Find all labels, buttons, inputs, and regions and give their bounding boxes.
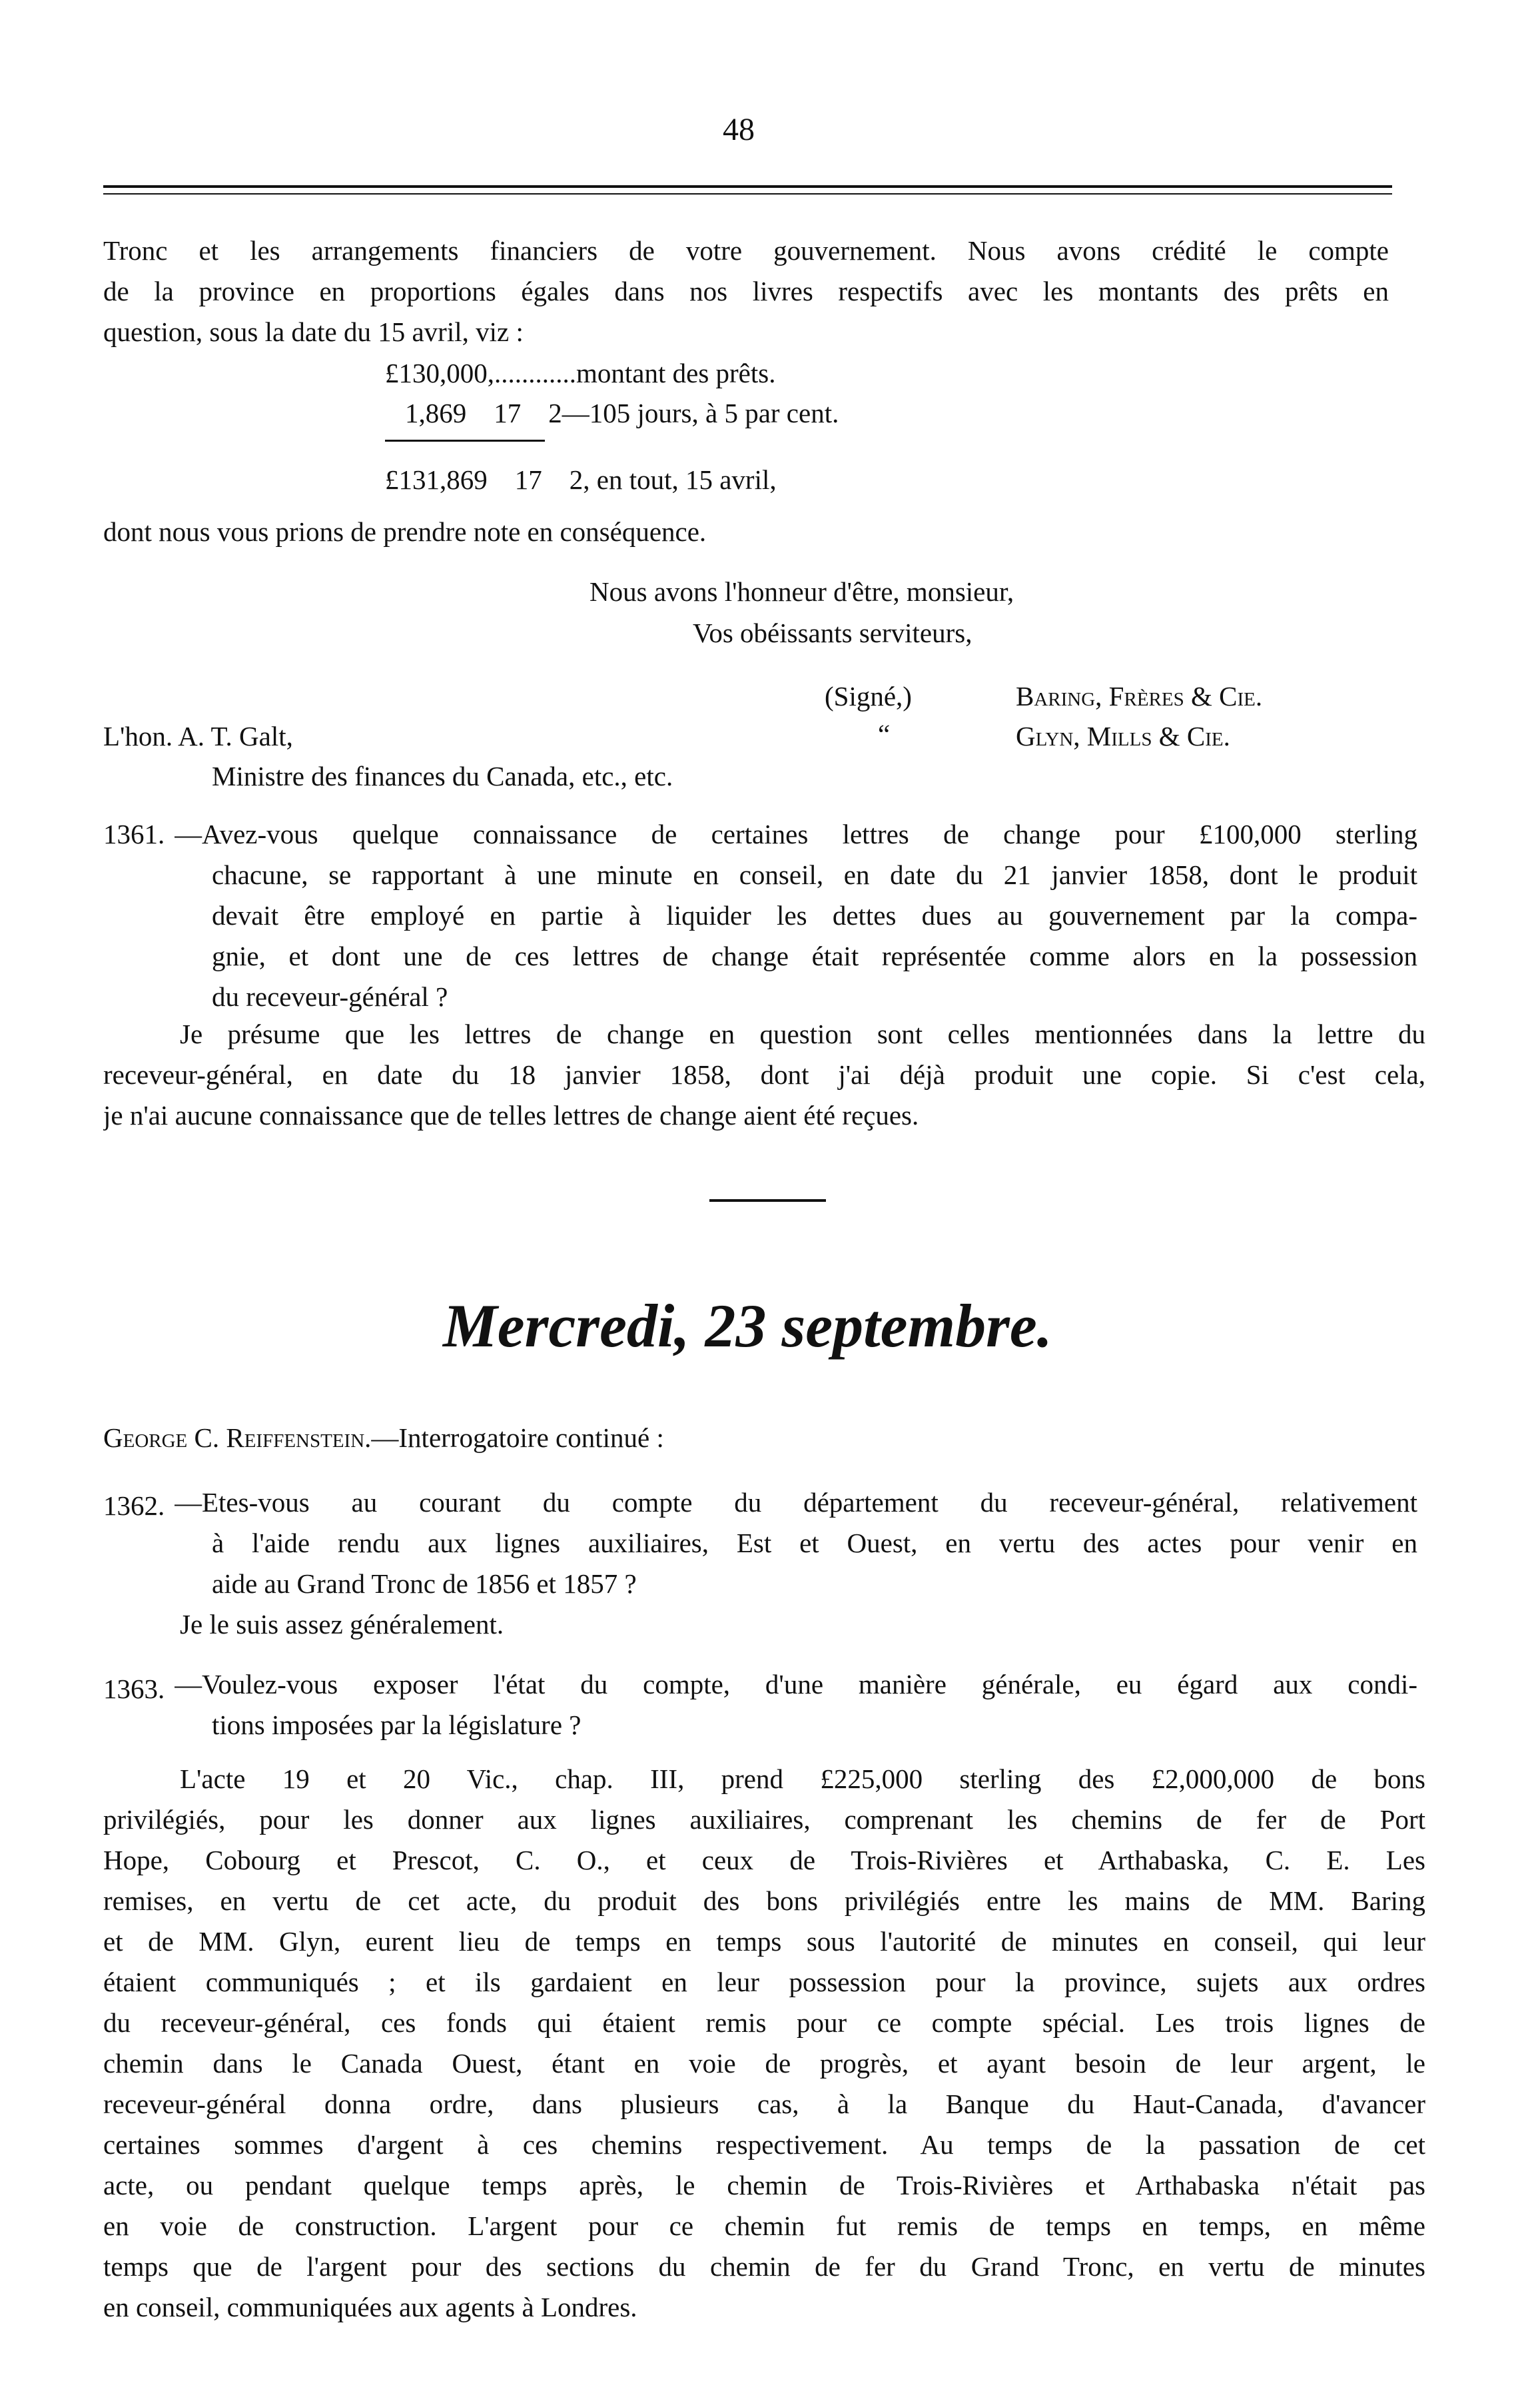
closing-line-2: Vos obéissants serviteurs, xyxy=(693,618,972,648)
signatory-firm-1: Baring, Frères & Cie. xyxy=(1016,681,1263,712)
ditto-mark: “ xyxy=(878,719,891,749)
closing-line-1: Nous avons l'honneur d'être, monsieur, xyxy=(589,576,1014,607)
intro-paragraph xyxy=(103,231,1389,352)
text-line: à l'aide rendu aux lignes auxiliaires, Est et Ouest, en vertu des actes pour venir en xyxy=(212,1528,1417,1558)
text-line: temps que de l'argent pour des sections du chemin de fer du Grand Tronc, en vertu de minutes xyxy=(103,2251,1425,2282)
after-calc-text: dont nous vous prions de prendre note en conséquence. xyxy=(103,516,707,547)
answer-1361-first xyxy=(180,1014,1425,1055)
text-line: Hope, Cobourg et Prescot, C. O., et ceux de Trois-Rivières et Arthabaska, C. E. Les xyxy=(103,1845,1425,1875)
question-1361-continued xyxy=(212,855,1417,1017)
text-line: gnie, et dont une de ces lettres de change était représentée comme alors en la possession xyxy=(212,941,1417,971)
question-1363-text xyxy=(175,1664,1417,1705)
section-separator xyxy=(709,1199,826,1202)
answer-1363-rest xyxy=(103,1799,1425,2328)
question-number: 1363. xyxy=(103,1674,165,1704)
header-rule-thin xyxy=(103,193,1392,195)
witness-name: George C. Reiffenstein. xyxy=(103,1422,372,1453)
page-number: 48 xyxy=(723,112,755,147)
text-line: en conseil, communiquées aux agents à Londres. xyxy=(103,2292,637,2322)
header-rule-thick xyxy=(103,185,1392,188)
text-line: tions imposées par la législature ? xyxy=(212,1709,581,1740)
text-line: devait être employé en partie à liquider les dettes dues au gouvernement par la compa- xyxy=(212,900,1417,931)
witness-note: —Interrogatoire continué : xyxy=(371,1422,664,1453)
text-line: —Avez-vous quelque connaissance de certaines lettres de change pour £100,000 sterling xyxy=(175,819,1417,849)
answer-1363-first xyxy=(180,1759,1425,1799)
signatory-firm-2: Glyn, Mills & Cie. xyxy=(1016,721,1230,751)
text-line: et de MM. Glyn, eurent lieu de temps en temps sous l'autorité de minutes en conseil, qui leur xyxy=(103,1926,1425,1957)
text-line: privilégiés, pour les donner aux lignes auxiliaires, comprenant les chemins de fer de Port xyxy=(103,1804,1425,1835)
signe-label: (Signé,) xyxy=(825,681,912,712)
text-line: du receveur-général ? xyxy=(212,981,448,1012)
text-line: —Voulez-vous exposer l'état du compte, d'une manière générale, eu égard aux condi- xyxy=(175,1669,1417,1699)
question-number: 1362. xyxy=(103,1490,165,1521)
text-line: chemin dans le Canada Ouest, étant en voie de progrès, et ayant besoin de leur argent, le xyxy=(103,2048,1425,2079)
text-line: aide au Grand Tronc de 1856 et 1857 ? xyxy=(212,1568,637,1599)
question-1362-continued xyxy=(212,1523,1417,1604)
addressee-name: L'hon. A. T. Galt, xyxy=(103,721,293,751)
question-1361-text xyxy=(175,814,1417,855)
text-line: question, sous la date du 15 avril, viz : xyxy=(103,316,524,347)
text-line: chacune, se rapportant à une minute en conseil, en date du 21 janvier 1858, dont le produit xyxy=(212,859,1417,890)
text-line: remises, en vertu de cet acte, du produit des bons privilégiés entre les mains de MM. Baring xyxy=(103,1885,1425,1916)
text-line: en voie de construction. L'argent pour ce chemin fut remis de temps en temps, en même xyxy=(103,2210,1425,2241)
question-number: 1361. xyxy=(103,819,165,849)
text-line: receveur-général, en date du 18 janvier 1858, dont j'ai déjà produit une copie. Si c'est cela, xyxy=(103,1059,1425,1090)
calc-total-rule xyxy=(385,440,545,442)
text-line: L'acte 19 et 20 Vic., chap. III, prend £225,000 sterling des £2,000,000 de bons xyxy=(180,1763,1425,1794)
calc-line-2: 1,869 17 2—105 jours, à 5 par cent. xyxy=(405,398,839,428)
text-line: de la province en proportions égales dans nos livres respectifs avec les montants des prêts en xyxy=(103,276,1389,306)
text-line: du receveur-général, ces fonds qui étaient remis pour ce compte spécial. Les trois lignes de xyxy=(103,2007,1425,2038)
question-1363-continued xyxy=(212,1705,1417,1745)
addressee-title: Ministre des finances du Canada, etc., etc. xyxy=(212,761,673,791)
question-1362-text xyxy=(175,1482,1417,1523)
text-line: je n'ai aucune connaissance que de telles lettres de change aient été reçues. xyxy=(103,1100,919,1131)
text-line: acte, ou pendant quelque temps après, le chemin de Trois-Rivières et Arthabaska n'était pas xyxy=(103,2170,1425,2200)
calc-total: £131,869 17 2, en tout, 15 avril, xyxy=(385,464,777,495)
text-line: Tronc et les arrangements financiers de votre gouvernement. Nous avons crédité le compte xyxy=(103,235,1389,266)
answer-1362: Je le suis assez généralement. xyxy=(180,1609,504,1640)
text-line: certaines sommes d'argent à ces chemins respectivement. Au temps de la passation de cet xyxy=(103,2129,1425,2160)
text-line: étaient communiqués ; et ils gardaient en leur possession pour la province, sujets aux ordres xyxy=(103,1967,1425,1997)
text-line: —Etes-vous au courant du compte du département du receveur-général, relativement xyxy=(175,1487,1417,1518)
text-line: Je présume que les lettres de change en question sont celles mentionnées dans la lettre du xyxy=(180,1019,1425,1049)
calc-line-1: £130,000,............montant des prêts. xyxy=(385,358,776,388)
witness-line xyxy=(103,1418,664,1458)
answer-1361-rest xyxy=(103,1055,1425,1136)
text-line: receveur-général donna ordre, dans plusieurs cas, à la Banque du Haut-Canada, d'avancer xyxy=(103,2089,1425,2119)
section-heading: Mercredi, 23 septembre. xyxy=(443,1292,1052,1360)
